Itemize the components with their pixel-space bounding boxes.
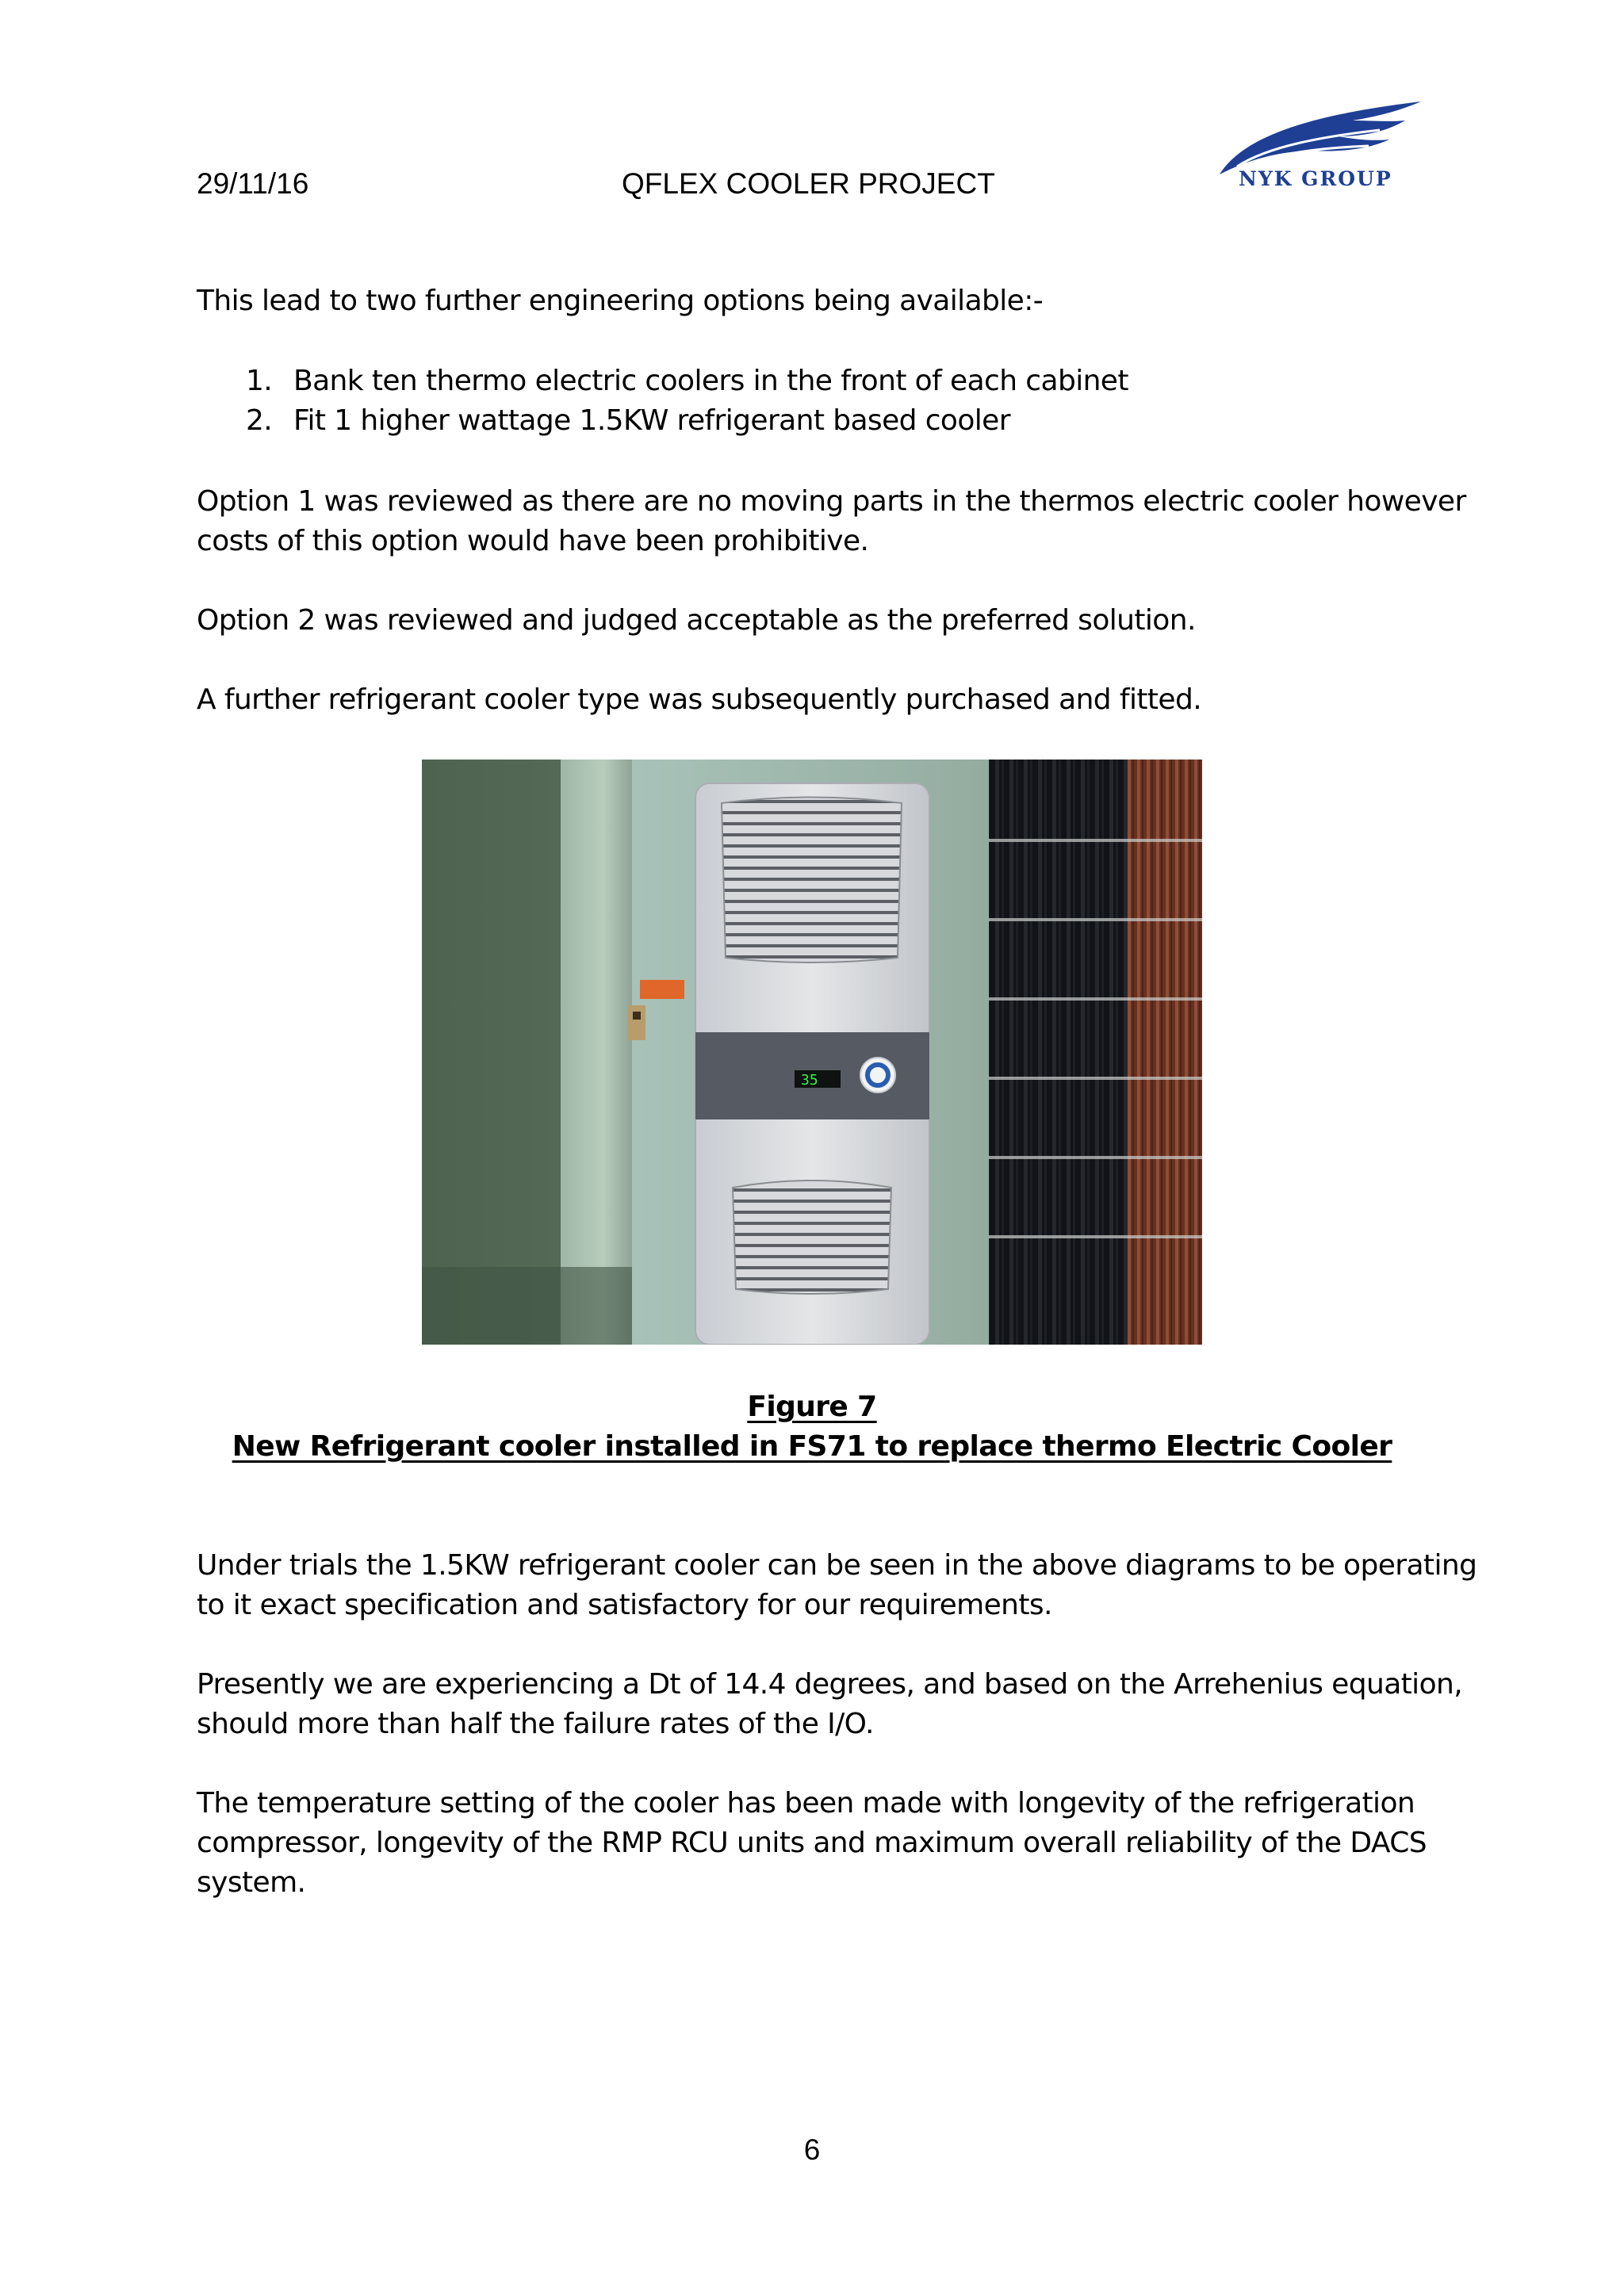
figure-photo [422, 760, 1202, 1345]
list-number: 2. [246, 404, 273, 437]
header-title: QFLEX COOLER PROJECT [622, 167, 995, 200]
paragraph-further: A further refrigerant cooler type was subsequently purchased and fitted. [197, 683, 1202, 716]
paragraph-temperature-line3: system. [197, 1866, 306, 1899]
list-text: Bank ten thermo electric coolers in the front of each cabinet [293, 365, 1128, 397]
list-number: 1. [246, 365, 273, 397]
cooler-display-reading: 35 [801, 1072, 818, 1089]
paragraph-option1-line2: costs of this option would have been prohibitive. [197, 525, 869, 557]
intro-paragraph: This lead to two further engineering options being available:- [197, 285, 1044, 317]
paragraph-trials-line1: Under trials the 1.5KW refrigerant cooler can be seen in the above diagrams to be operating [197, 1549, 1477, 1582]
logo-text: NYK GROUP [1239, 167, 1392, 190]
figure-label: Figure 7 [747, 1391, 877, 1423]
list-text: Fit 1 higher wattage 1.5KW refrigerant based cooler [293, 404, 1010, 437]
paragraph-temperature-line1: The temperature setting of the cooler has been made with longevity of the refrigeration [197, 1787, 1415, 1820]
paragraph-option2: Option 2 was reviewed and judged acceptable as the preferred solution. [197, 604, 1196, 637]
list-item [246, 401, 1010, 441]
paragraph-option1-line1: Option 1 was reviewed as there are no moving parts in the thermos electric cooler however [197, 485, 1466, 518]
paragraph-presently-line2: should more than half the failure rates of the I/O. [197, 1708, 874, 1740]
paragraph-trials-line2: to it exact specification and satisfactory for our requirements. [197, 1589, 1052, 1621]
page-number: 6 [803, 2133, 821, 2166]
paragraph-presently-line1: Presently we are experiencing a Dt of 14.4 degrees, and based on the Arrehenius equation, [197, 1668, 1463, 1701]
header-date: 29/11/16 [197, 167, 309, 200]
list-item [246, 362, 1128, 401]
figure-caption: New Refrigerant cooler installed in FS71 to replace thermo Electric Cooler [232, 1430, 1392, 1463]
wing-logo-icon [1213, 98, 1427, 193]
nyk-group-logo [1213, 98, 1427, 193]
paragraph-temperature-line2: compressor, longevity of the RMP RCU units and maximum overall reliability of the DACS [197, 1827, 1427, 1859]
